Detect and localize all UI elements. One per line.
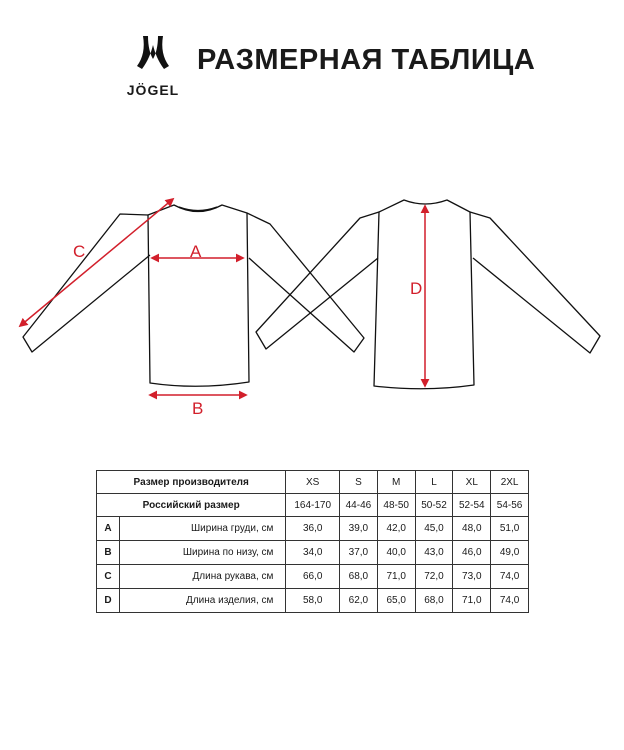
russian-size-cell: 164-170 [286, 494, 340, 517]
size-cell: M [377, 471, 415, 494]
value-cell: 34,0 [286, 541, 340, 565]
russian-size-cell: 52-54 [453, 494, 491, 517]
page-title: РАЗМЕРНАЯ ТАБЛИЦА [197, 44, 536, 76]
size-cell: L [415, 471, 453, 494]
measure-c-arrow [20, 199, 173, 326]
label-d: D [410, 279, 423, 298]
table-row [97, 517, 529, 541]
size-cell: S [340, 471, 378, 494]
row-letter: B [97, 541, 120, 565]
size-cell: XL [453, 471, 491, 494]
value-cell: 72,0 [415, 565, 453, 589]
value-cell: 43,0 [415, 541, 453, 565]
value-cell: 65,0 [377, 589, 415, 613]
russian-size-cell: 44-46 [340, 494, 378, 517]
back-body-outline [374, 200, 474, 389]
russian-size-cell: 54-56 [491, 494, 529, 517]
value-cell: 49,0 [491, 541, 529, 565]
row-name: Длина изделия, см [120, 589, 286, 613]
row-letter: C [97, 565, 120, 589]
russian-size-label: Российский размер [97, 494, 286, 517]
value-cell: 66,0 [286, 565, 340, 589]
value-cell: 39,0 [340, 517, 378, 541]
table-row [97, 565, 529, 589]
table-russian-row [97, 494, 529, 517]
value-cell: 71,0 [453, 589, 491, 613]
row-name: Ширина груди, см [120, 517, 286, 541]
size-cell: XS [286, 471, 340, 494]
value-cell: 36,0 [286, 517, 340, 541]
manufacturer-size-label: Размер производителя [97, 471, 286, 494]
value-cell: 40,0 [377, 541, 415, 565]
label-c: C [73, 242, 86, 261]
front-view [23, 205, 364, 386]
label-b: B [192, 399, 204, 418]
brand-name: JÖGEL [126, 82, 180, 98]
value-cell: 51,0 [491, 517, 529, 541]
value-cell: 42,0 [377, 517, 415, 541]
russian-size-cell: 48-50 [377, 494, 415, 517]
row-letter: D [97, 589, 120, 613]
size-table [96, 470, 529, 613]
back-view [256, 200, 600, 389]
russian-size-cell: 50-52 [415, 494, 453, 517]
size-cell: 2XL [491, 471, 529, 494]
label-a: A [190, 242, 202, 261]
back-right-sleeve [470, 212, 600, 353]
value-cell: 74,0 [491, 589, 529, 613]
row-letter: A [97, 517, 120, 541]
value-cell: 73,0 [453, 565, 491, 589]
value-cell: 46,0 [453, 541, 491, 565]
value-cell: 45,0 [415, 517, 453, 541]
front-right-sleeve [247, 213, 364, 352]
value-cell: 48,0 [453, 517, 491, 541]
value-cell: 71,0 [377, 565, 415, 589]
value-cell: 74,0 [491, 565, 529, 589]
table-row [97, 541, 529, 565]
table-row [97, 589, 529, 613]
table-header-row [97, 471, 529, 494]
value-cell: 62,0 [340, 589, 378, 613]
front-body-outline [148, 205, 249, 386]
value-cell: 58,0 [286, 589, 340, 613]
value-cell: 68,0 [340, 565, 378, 589]
value-cell: 68,0 [415, 589, 453, 613]
row-name: Ширина по низу, см [120, 541, 286, 565]
row-name: Длина рукава, см [120, 565, 286, 589]
value-cell: 37,0 [340, 541, 378, 565]
